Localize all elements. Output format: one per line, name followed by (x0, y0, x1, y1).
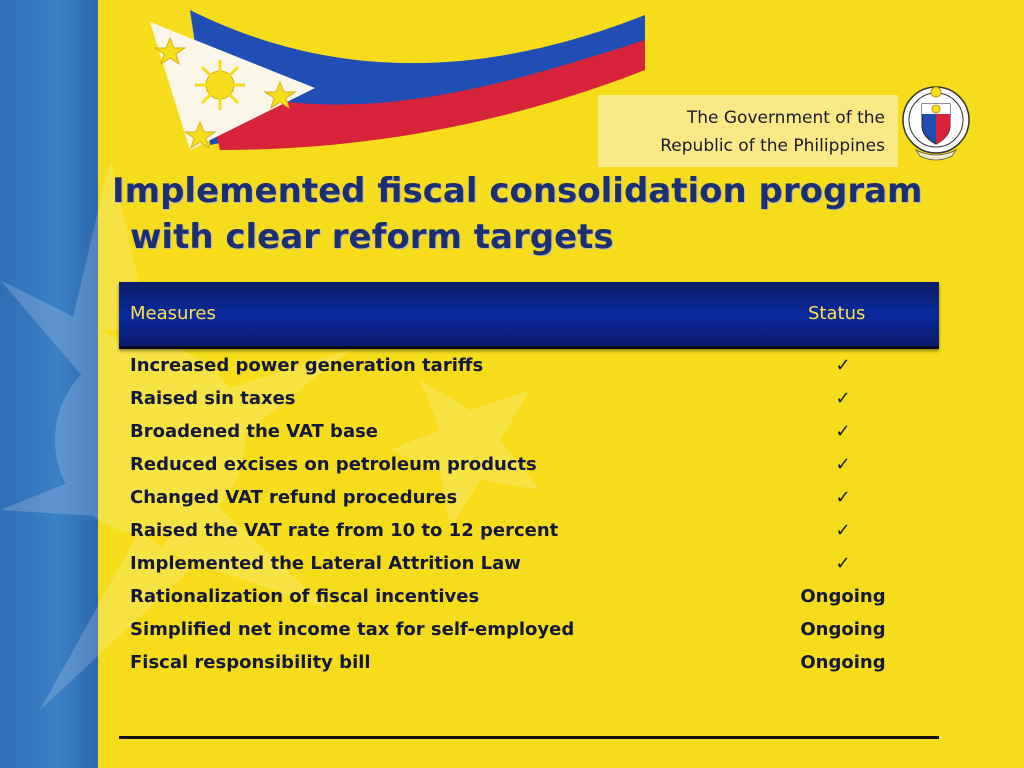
measure-cell: Increased power generation tariffs (130, 355, 484, 376)
status-cell: ✓ (835, 355, 851, 376)
measure-cell: Raised sin taxes (130, 388, 296, 409)
table-row (130, 451, 910, 484)
status-cell: ✓ (835, 487, 851, 508)
government-label-line1: The Government of the (686, 108, 885, 128)
status-cell: Ongoing (800, 586, 886, 607)
slide-title-line1: Implemented fiscal consolidation program (112, 171, 923, 211)
status-cell: ✓ (835, 553, 851, 574)
status-cell: ✓ (835, 388, 851, 409)
measure-cell: Broadened the VAT base (130, 421, 379, 442)
measure-cell: Changed VAT refund procedures (130, 487, 458, 508)
slide-title-line2: with clear reform targets (130, 217, 614, 257)
table-row (130, 583, 910, 616)
table-body (130, 352, 910, 682)
measure-cell: Implemented the Lateral Attrition Law (130, 553, 521, 574)
republic-of-the-philippines-seal-icon (900, 82, 972, 162)
measure-cell: Reduced excises on petroleum products (130, 454, 537, 475)
table-row (130, 550, 910, 583)
measure-cell: Rationalization of fiscal incentives (130, 586, 480, 607)
column-header-measures: Measures (130, 303, 216, 324)
table-row (130, 352, 910, 385)
government-label (605, 104, 885, 160)
column-header-status: Status (808, 303, 866, 324)
measure-cell: Fiscal responsibility bill (130, 652, 371, 673)
philippine-flag-banner-icon (150, 10, 650, 160)
measure-cell: Raised the VAT rate from 10 to 12 percent (130, 520, 559, 541)
table-row (130, 616, 910, 649)
slide-title (112, 168, 952, 260)
government-label-line2: Republic of the Philippines (660, 136, 885, 156)
status-cell: ✓ (835, 421, 851, 442)
status-cell: Ongoing (800, 652, 886, 673)
bottom-divider (119, 736, 939, 739)
table-row (130, 484, 910, 517)
table-row (130, 517, 910, 550)
status-cell: ✓ (835, 520, 851, 541)
table-row (130, 418, 910, 451)
status-cell: ✓ (835, 454, 851, 475)
status-cell: Ongoing (800, 619, 886, 640)
table-row (130, 649, 910, 682)
measure-cell: Simplified net income tax for self-employed (130, 619, 575, 640)
table-row (130, 385, 910, 418)
